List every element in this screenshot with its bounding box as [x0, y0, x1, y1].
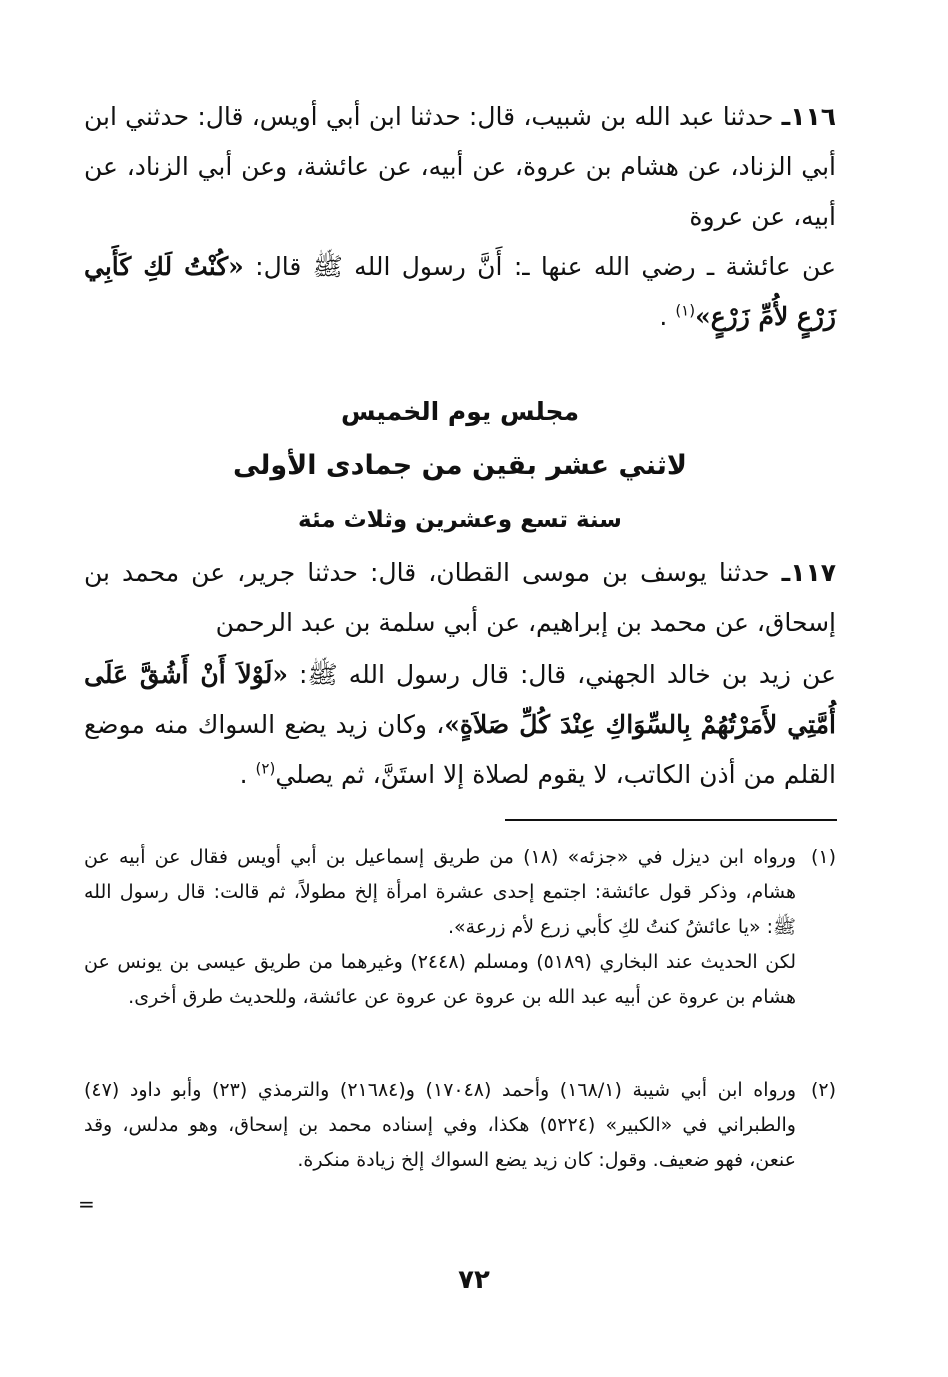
- page-number: ٧٢: [458, 1265, 490, 1295]
- footnote-paragraph: لكن الحديث عند البخاري (٥١٨٩) ومسلم (٢٤٤٨) وغيرهما من طريق عيسى بن يونس عن هشام بن عروة عن أبيه عبد الله بن عروة عن عروة عن عائشة، وللحديث طرق أخرى.: [84, 951, 796, 1008]
- footnote-separator: [505, 819, 837, 821]
- footnote-body: [84, 1073, 796, 1178]
- footnote-1: [84, 840, 836, 1015]
- footnote-2: [84, 1073, 836, 1178]
- footnote-paragraph: ورواه ابن ديزل في «جزئه» (١٨) من طريق إسماعيل بن أبي أويس فقال عن أبيه عن هشام، وذكر قول عائشة: اجتمع إحدى عشرة امرأة إلخ مطولاً، ثم قالت: قال رسول الله ﷺ: «يا عائشُ كنتُ لكِ كأبي زرع لأم زرعة».: [84, 846, 796, 938]
- matn-rest: ، وكان زيد يضع السواك منه موضع القلم من أذن الكاتب، لا يقوم لصلاة إلا استَنَّ، ثم يصلي: [84, 710, 836, 789]
- hadith-number: ١١٧ـ: [781, 558, 836, 587]
- hadith-116-matn: [84, 242, 836, 342]
- majlis-title: مجلس يوم الخميس: [340, 397, 580, 426]
- footnote-number: (٢): [810, 1079, 836, 1101]
- isnad-text: حدثنا عبد الله بن شبيب، قال: حدثنا ابن أبي أويس، قال: حدثني ابن أبي الزناد، عن هشام بن عروة، عن أبيه، عن عائشة، وعن أبي الزناد، عن أبيه، عن عروة: [84, 102, 836, 231]
- prophetic-quote: «كُنْتُ لَكِ كَأَبِي زَرْعٍ لأُمِّ زَرْعٍ»: [84, 252, 836, 331]
- sentence-end: .: [659, 302, 668, 331]
- footnote-paragraph: ورواه ابن أبي شيبة (١٦٨/١) وأحمد (١٧٠٤٨) و(٢١٦٨٤) والترمذي (٢٣) وأبو داود (٤٧) والطبراني في «الكبير» (٥٢٢٤) هكذا، وفي إسناده محمد بن إسحاق، وهو مدلس، وقد عنعن، فهو ضعيف. وقول: كان زيد يضع السواك إلخ زيادة منكرة.: [84, 1079, 797, 1171]
- majlis-date: لاثني عشر بقين من جمادى الأولى: [232, 450, 688, 481]
- hadith-117-matn: [84, 650, 836, 800]
- majlis-year: سنة تسع وعشرين وثلاث مئة: [298, 507, 622, 533]
- matn-intro: عن زيد بن خالد الجهني، قال: قال رسول الله ﷺ:: [299, 660, 836, 689]
- isnad-text: حدثنا يوسف بن موسى القطان، قال: حدثنا جرير، عن محمد بن إسحاق، عن محمد بن إبراهيم، عن أبي سلمة بن عبد الرحمن: [84, 558, 836, 637]
- footnote-body: [84, 840, 796, 1015]
- continuation-mark: =: [78, 1192, 95, 1216]
- prophetic-quote: «لَوْلاَ أَنْ أَشُقَّ عَلَى أُمَّتِي لأَمَرْتُهُمْ بِالسِّوَاكِ عِنْدَ كُلِّ صَلاَةٍ»: [84, 660, 836, 739]
- hadith-number: ١١٦ـ: [781, 102, 836, 131]
- hadith-116-isnad: [84, 92, 836, 242]
- sentence-end: .: [239, 760, 248, 789]
- footnote-ref: (٢): [255, 759, 276, 778]
- matn-intro: عن عائشة ـ رضي الله عنها ـ: أَنَّ رسول الله ﷺ قال:: [255, 252, 837, 281]
- footnote-number: (١): [810, 846, 836, 868]
- hadith-117-isnad: [84, 548, 836, 648]
- footnote-ref: (١): [675, 301, 696, 320]
